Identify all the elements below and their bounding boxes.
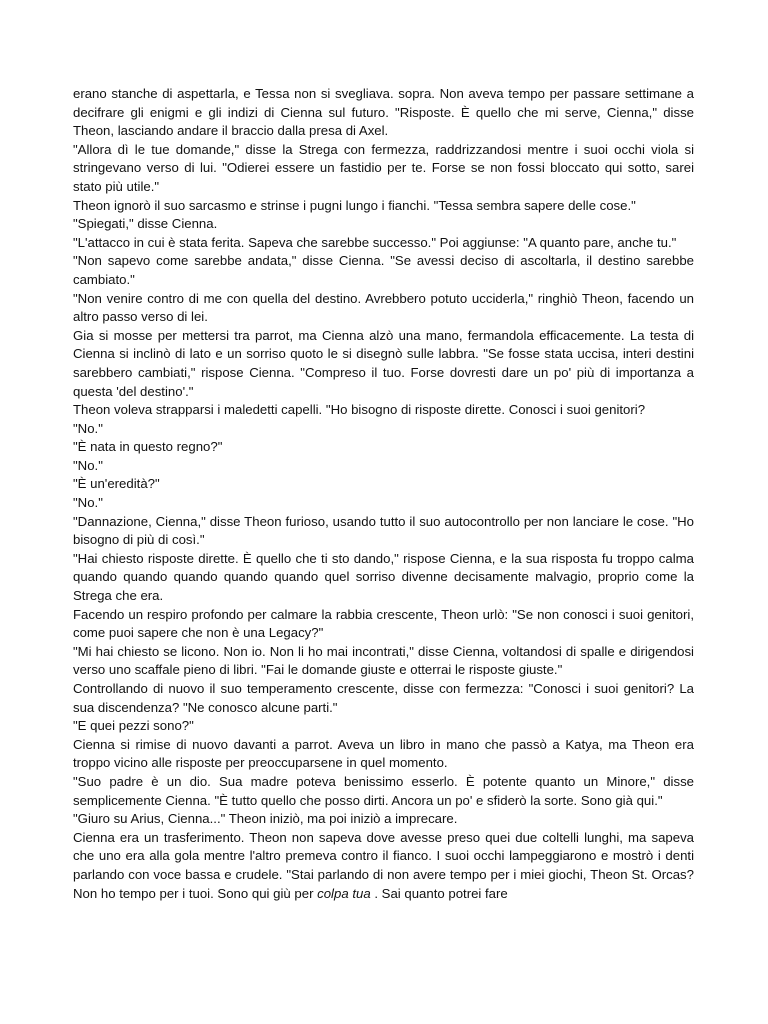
paragraph-text: Cienna era un trasferimento. Theon non sapeva dove avesse preso quei due coltelli lunghi, ma sapeva che uno era alla gola mentre l'altro premeva contro il fianco. I suoi occhi lampeggiarono e mostrò i denti parlando con voce bassa e crudele. "Stai parlando di non avere tempo per i miei giochi, Theon St. Orcas? Non ho tempo per i tuoi. Sono qui giù per [73,829,694,901]
italic-text: colpa tua [317,885,371,901]
paragraph: "Spiegati," disse Cienna. [73,216,218,232]
paragraph: "Hai chiesto risposte dirette. È quello che ti sto dando," rispose Cienna, e la sua risposta fu troppo calma quando quando quando quando quando quel sorriso divenne decisamente malvagio, proprio come la Strega che era. [73,550,694,604]
paragraph: Facendo un respiro profondo per calmare la rabbia crescente, Theon urlò: "Se non conosci i suoi genitori, come puoi sapere che non è una Legacy?" [73,606,694,641]
paragraph: Controllando di nuovo il suo temperamento crescente, disse con fermezza: "Conosci i suoi genitori? La sua discendenza? "Ne conosco alcune parti." [73,681,694,715]
paragraph: "Giuro su Arius, Cienna..." Theon iniziò, ma poi iniziò a imprecare. [73,811,458,827]
paragraph: "Non venire contro di me con quella del destino. Avrebbero potuto ucciderla," ringhiò Theon, facendo un altro passo verso di lei. [73,290,694,325]
paragraph: Theon voleva strapparsi i maledetti capelli. "Ho bisogno di risposte dirette. Conosci i suoi genitori? [73,402,646,418]
paragraph: erano stanche di aspettarla, e Tessa non si svegliava. sopra. Non aveva tempo per passare settimane a decifrare gli enigmi e gli indizi di Cienna sul futuro. "Risposte. È quello che mi serve, Cienna," disse Theon, lasciando andare il braccio dalla presa di Axel. [73,86,694,139]
paragraph: Theon ignorò il suo sarcasmo e strinse i pugni lungo i fianchi. "Tessa sembra sapere delle cose." [73,197,636,213]
paragraph: "Allora dì le tue domande," disse la Strega con fermezza, raddrizzandosi mentre i suoi occhi viola si stringevano verso di lui. "Odierei essere un fastidio per te. Forse se non fossi bloccato qui sotto, sarei stato più utile." [73,141,694,194]
paragraph: "No." [73,495,103,511]
paragraph-text: . Sai quanto potrei fare [370,885,508,901]
paragraph: "L'attacco in cui è stata ferita. Sapeva che sarebbe successo." Poi aggiunse: "A quanto pare, anche tu." [73,234,677,250]
paragraph: "No." [73,420,103,436]
paragraph: "No." [73,457,103,473]
paragraph: Gia si mosse per mettersi tra parrot, ma Cienna alzò una mano, fermandola efficacemente. La testa di Cienna si inclinò di lato e un sorriso quoto le si disegnò sulle labbra. "Se fosse stata uccisa, interi destini sarebbero cambiati," rispose Cienna. "Compreso il tuo. Forse dovresti dare un po' più di importanza a questa 'del destino'." [73,327,694,399]
paragraph: Cienna si rimise di nuovo davanti a parrot. Aveva un libro in mano che passò a Katya, ma Theon era troppo vicino alle risposte per preoccuparsene in quel momento. [73,736,694,771]
paragraph: "Mi hai chiesto se licono. Non io. Non li ho mai incontrati," disse Cienna, voltandosi di spalle e dirigendosi verso uno scaffale pieno di libri. "Fai le domande giuste e otterrai le risposte giuste." [73,643,694,678]
paragraph: "Non sapevo come sarebbe andata," disse Cienna. "Se avessi deciso di ascoltarla, il destino sarebbe cambiato." [73,253,694,287]
paragraph: "È nata in questo regno?" [73,439,223,455]
paragraph-last [73,829,694,903]
paragraph: "E quei pezzi sono?" [73,718,194,734]
paragraph: "Suo padre è un dio. Sua madre poteva benissimo esserlo. È potente quanto un Minore," disse semplicemente Cienna. "È tutto quello che posso dirti. Ancora un po' e sfiderò la sorte. Sono già qui." [73,773,694,808]
paragraph: "Dannazione, Cienna," disse Theon furioso, usando tutto il suo autocontrollo per non lanciare le cose. "Ho bisogno di più di così." [73,513,694,548]
document-page [73,85,694,903]
paragraph: "È un'eredità?" [73,476,160,492]
